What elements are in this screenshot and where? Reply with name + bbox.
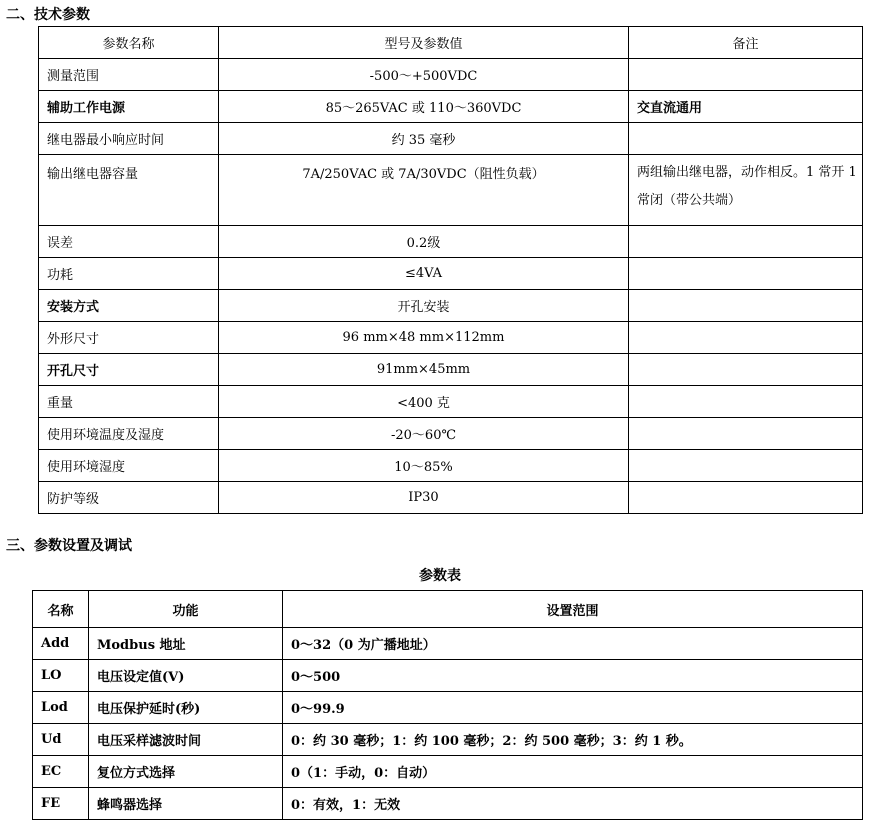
param-value: 0.2级 xyxy=(219,226,629,258)
param-note xyxy=(629,450,863,482)
setting-range: 0（1：手动，0：自动） xyxy=(283,756,863,788)
setting-function: 电压保护延时(秒) xyxy=(89,692,283,724)
table-row xyxy=(39,123,863,155)
settings-table xyxy=(32,590,863,820)
param-note xyxy=(629,322,863,354)
table-row xyxy=(39,258,863,290)
param-name: 使用环境湿度 xyxy=(39,450,219,482)
setting-function: Modbus 地址 xyxy=(89,628,283,660)
param-name: 外形尺寸 xyxy=(39,322,219,354)
table-row xyxy=(39,418,863,450)
setting-function: 复位方式选择 xyxy=(89,756,283,788)
setting-code: Lod xyxy=(33,692,89,724)
setting-code: Ud xyxy=(33,724,89,756)
param-value: ≤4VA xyxy=(219,258,629,290)
table-row xyxy=(39,322,863,354)
param-name: 使用环境温度及湿度 xyxy=(39,418,219,450)
table-row xyxy=(39,482,863,514)
param-name: 安装方式 xyxy=(39,290,219,322)
setting-function: 电压采样滤波时间 xyxy=(89,724,283,756)
param-name: 误差 xyxy=(39,226,219,258)
table-row xyxy=(33,660,863,692)
param-note xyxy=(629,418,863,450)
header-function: 功能 xyxy=(89,591,283,628)
setting-range: 0：有效，1：无效 xyxy=(283,788,863,820)
table-row xyxy=(39,290,863,322)
param-name: 测量范围 xyxy=(39,59,219,91)
table-caption: 参数表 xyxy=(419,568,461,584)
table-row xyxy=(39,91,863,123)
setting-code: FE xyxy=(33,788,89,820)
setting-code: EC xyxy=(33,756,89,788)
setting-code: LO xyxy=(33,660,89,692)
header-param-name: 参数名称 xyxy=(39,27,219,59)
param-value: 96 mm×48 mm×112mm xyxy=(219,322,629,354)
param-value: 85～265VAC 或 110～360VDC xyxy=(219,91,629,123)
param-name: 开孔尺寸 xyxy=(39,354,219,386)
table-row xyxy=(33,756,863,788)
param-value: -20～60℃ xyxy=(219,418,629,450)
table-row xyxy=(39,155,863,226)
tech-params-table xyxy=(38,26,863,514)
param-value: -500～+500VDC xyxy=(219,59,629,91)
param-value: 开孔安装 xyxy=(219,290,629,322)
param-note xyxy=(629,354,863,386)
setting-range: 0：约 30 毫秒；1：约 100 毫秒；2：约 500 毫秒；3：约 1 秒。 xyxy=(283,724,863,756)
param-note xyxy=(629,290,863,322)
param-name: 防护等级 xyxy=(39,482,219,514)
table-row xyxy=(33,788,863,820)
param-name: 功耗 xyxy=(39,258,219,290)
table-header-row xyxy=(39,27,863,59)
param-note: 两组输出继电器，动作相反。1 常开 1 常闭（带公共端） xyxy=(629,155,863,226)
param-note xyxy=(629,59,863,91)
setting-range: 0～32（0 为广播地址） xyxy=(283,628,863,660)
param-value: IP30 xyxy=(219,482,629,514)
table-row xyxy=(33,692,863,724)
param-note xyxy=(629,123,863,155)
param-note xyxy=(629,386,863,418)
setting-range: 0～500 xyxy=(283,660,863,692)
setting-code: Add xyxy=(33,628,89,660)
table-row xyxy=(39,386,863,418)
table-row xyxy=(39,450,863,482)
header-code: 名称 xyxy=(33,591,89,628)
setting-range: 0～99.9 xyxy=(283,692,863,724)
header-range: 设置范围 xyxy=(283,591,863,628)
param-note xyxy=(629,258,863,290)
header-param-value: 型号及参数值 xyxy=(219,27,629,59)
param-value: <400 克 xyxy=(219,386,629,418)
param-value: 10～85% xyxy=(219,450,629,482)
section-2-title: 二、技术参数 xyxy=(6,7,90,23)
header-note: 备注 xyxy=(629,27,863,59)
param-note xyxy=(629,226,863,258)
param-value: 91mm×45mm xyxy=(219,354,629,386)
param-note xyxy=(629,482,863,514)
param-value: 约 35 毫秒 xyxy=(219,123,629,155)
table-row xyxy=(39,59,863,91)
param-name: 输出继电器容量 xyxy=(39,155,219,226)
param-name: 重量 xyxy=(39,386,219,418)
setting-function: 蜂鸣器选择 xyxy=(89,788,283,820)
setting-function: 电压设定值(V) xyxy=(89,660,283,692)
param-name: 辅助工作电源 xyxy=(39,91,219,123)
table-row xyxy=(39,354,863,386)
table-row xyxy=(33,724,863,756)
table-row xyxy=(39,226,863,258)
section-3-title: 三、参数设置及调试 xyxy=(6,538,132,554)
param-value: 7A/250VAC 或 7A/30VDC（阻性负载） xyxy=(219,155,629,226)
table-row xyxy=(33,628,863,660)
param-name: 继电器最小响应时间 xyxy=(39,123,219,155)
table-header-row xyxy=(33,591,863,628)
param-note: 交直流通用 xyxy=(629,91,863,123)
